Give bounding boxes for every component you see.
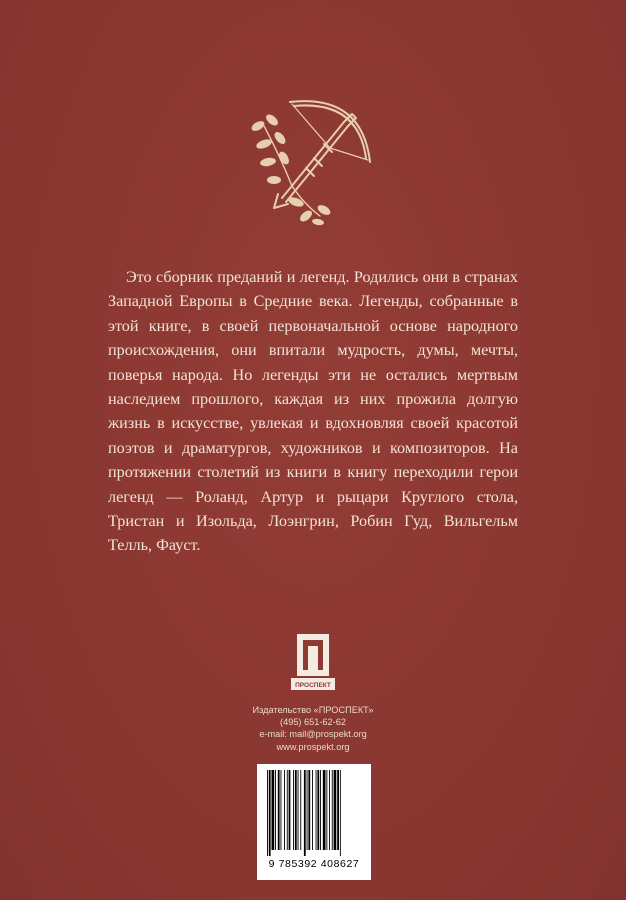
barcode-bar	[320, 770, 321, 850]
barcode-bar	[289, 770, 291, 850]
book-description: Это сборник преданий и легенд. Родились они в странах Западной Европы в Средние века. Легенды, собранные в этой книге, в своей первоначальной основе народного происхождения, они впитали мудрость, думы, мечты, поверья народа. Но легенды эти не остались мертвым наследием прошлого, каждая из них прожила долгую жизнь в искусстве, увлекая и вдохновляя своей красотой поэтов и драматургов, художников и композиторов. На протяжении столетий из книги в книгу переходили герои легенд — Роланд, Артур и рыцари Круглого стола, Тристан и Изольда, Лоэнгрин, Робин Гуд, Вильгельм Телль, Фауст.	[108, 268, 518, 555]
barcode-bar	[329, 770, 330, 850]
barcode-bar	[304, 770, 306, 856]
barcode-bar	[340, 770, 341, 856]
crossbow-with-branch-icon	[244, 86, 386, 228]
svg-text:ПРОСПЕКТ: ПРОСПЕКТ	[295, 682, 331, 689]
barcode-bar	[300, 770, 301, 850]
barcode-bar	[275, 770, 276, 850]
barcode-bar	[293, 770, 294, 850]
barcode-bar	[326, 770, 327, 850]
barcode-bars	[265, 770, 363, 856]
isbn-barcode	[257, 764, 371, 880]
barcode-bar	[307, 770, 308, 850]
barcode-bar	[337, 770, 339, 850]
barcode-bar	[284, 770, 285, 850]
prospekt-publisher-logo-icon	[289, 632, 337, 692]
isbn-number: 9 785392 408627	[268, 858, 360, 870]
publisher-name: Издательство «ПРОСПЕКТ»	[252, 705, 374, 715]
publisher-phone: (495) 651-62-62	[280, 717, 346, 728]
publisher-info	[213, 704, 413, 753]
barcode-bar	[332, 770, 333, 850]
barcode-bar	[308, 770, 310, 850]
barcode-bar	[295, 770, 297, 850]
publisher-email: e-mail: mail@prospekt.org	[259, 729, 367, 740]
publisher-website: www.prospekt.org	[276, 741, 350, 752]
barcode-bar	[317, 770, 319, 850]
barcode-bar	[272, 770, 275, 850]
barcode-bar	[298, 770, 299, 850]
barcode-bar	[267, 770, 268, 856]
barcode-bar	[316, 770, 317, 850]
barcode-bar	[281, 770, 282, 850]
barcode-bar	[287, 770, 288, 850]
barcode-bar	[334, 770, 337, 850]
barcode-bar	[278, 770, 280, 850]
barcode-bar	[269, 770, 271, 856]
barcode-bar	[323, 770, 326, 850]
barcode-bar	[312, 770, 313, 850]
